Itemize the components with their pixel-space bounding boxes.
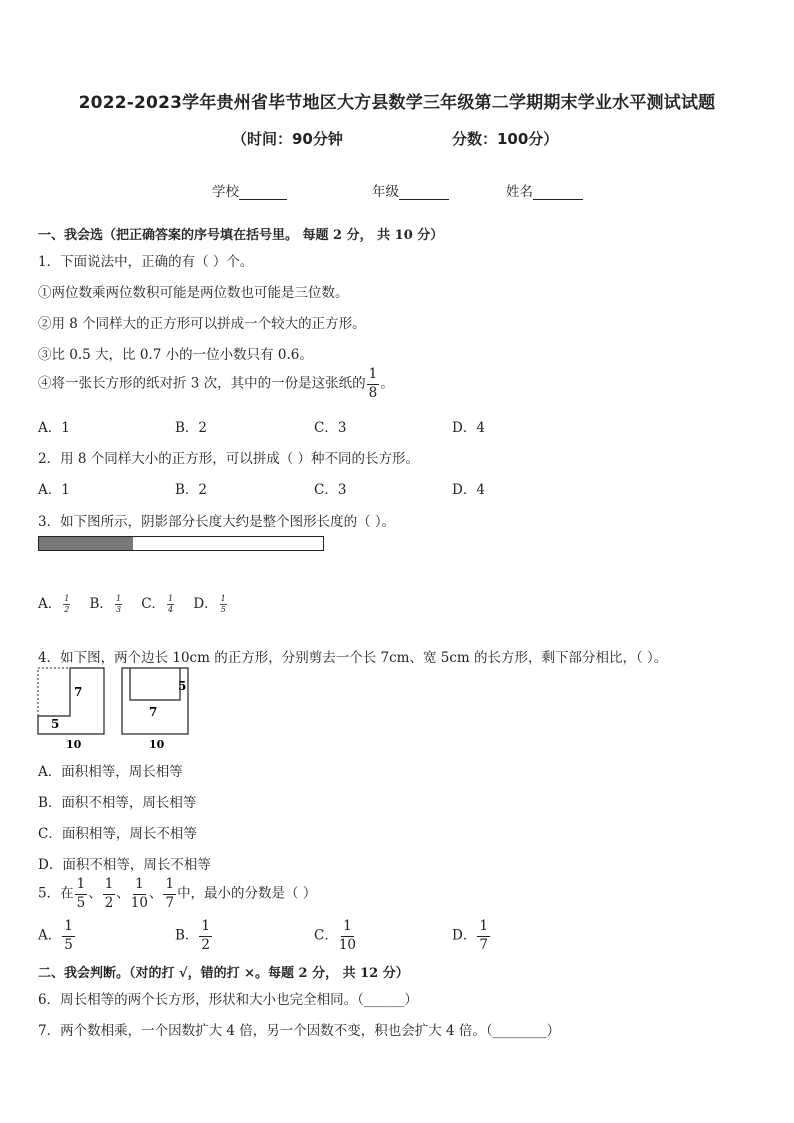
separator: 、 [116, 885, 130, 902]
figure-1-label-width: 5 [51, 717, 60, 731]
fraction-numerator: 1 [115, 594, 122, 603]
fraction-denominator: 10 [130, 894, 148, 911]
q3-options [38, 592, 229, 614]
q4-option-a: A．面积相等，周长相等 [38, 764, 183, 780]
q1-stem: 1．下面说法中，正确的有（ ）个。 [38, 254, 254, 270]
q5-option-a [38, 920, 76, 952]
q3-stem: 3．如下图所示，阴影部分长度大约是整个图形长度的（ ）。 [38, 514, 396, 530]
time-label: （时间：90分钟 [232, 130, 343, 148]
q4-option-b: B．面积不相等，周长相等 [38, 795, 197, 811]
fraction-denominator: 10 [338, 936, 357, 953]
q3-length-bar [38, 536, 324, 551]
option-label: D． [193, 596, 218, 612]
figure-1-label-side: 10 [66, 738, 82, 751]
name-field [506, 180, 583, 200]
figure-1-cut-outline [38, 668, 104, 734]
q3-option-c [141, 596, 176, 612]
figure-2-outer-square [122, 668, 188, 734]
fraction [220, 595, 227, 614]
fraction-numerator: 1 [103, 878, 116, 895]
q1-statement-4 [38, 368, 394, 400]
q4-stem: 4．如下图，两个边长 10cm 的正方形，分别剪去一个长 7cm、宽 5cm 的长方形，剩下部分相比，（ ）。 [38, 650, 668, 666]
grade-field [372, 180, 449, 200]
separator: 、 [88, 885, 102, 902]
fraction [103, 878, 116, 910]
grade-label: 年级 [372, 184, 399, 200]
q5-stem [38, 878, 316, 910]
option-label: A． [38, 596, 62, 612]
q1-statement-1: ①两位数乘两位数积可能是两位数也可能是三位数。 [38, 285, 349, 301]
fraction-denominator: 2 [201, 936, 211, 953]
q1-s4-text: ④将一张长方形的纸对折 3 次，其中的一份是这张纸的 [38, 375, 366, 392]
q1-option-b: B．2 [175, 420, 208, 436]
fraction-numerator: 1 [367, 368, 380, 385]
q3-option-a [38, 596, 72, 612]
fraction-numerator: 1 [163, 878, 176, 895]
option-label: C． [314, 927, 338, 944]
option-label: A． [38, 927, 62, 944]
fraction [131, 878, 148, 910]
fraction-denominator: 5 [76, 894, 86, 911]
fraction-numerator: 1 [75, 878, 88, 895]
fraction [163, 878, 176, 910]
fraction-denominator: 8 [368, 384, 378, 401]
q7-stem: 7．两个数相乘，一个因数扩大 4 倍，另一个因数不变，积也会扩大 4 倍。（________） [38, 1023, 561, 1039]
q1-option-c: C．3 [314, 420, 347, 436]
grade-blank [399, 185, 449, 200]
q5-suffix: 中，最小的分数是（ ） [177, 885, 317, 902]
section-1-heading: 一、我会选（把正确答案的序号填在括号里。 每题 2 分， 共 10 分） [38, 228, 444, 243]
option-label: B． [175, 927, 199, 944]
q5-prefix: 5．在 [38, 885, 74, 902]
figure-2-cut-rectangle [130, 668, 180, 700]
q5-option-b [175, 920, 213, 952]
fraction [167, 595, 174, 614]
school-label: 学校 [212, 184, 239, 200]
fraction-numerator: 1 [64, 594, 70, 603]
separator: 、 [148, 885, 163, 902]
fraction [75, 878, 88, 910]
fraction-numerator: 1 [477, 920, 490, 937]
q5-option-c [314, 920, 357, 952]
figure-1-remaining-shape [38, 668, 104, 734]
q6-stem: 6．周长相等的两个长方形，形状和大小也完全相同。（______） [38, 992, 418, 1008]
q1-option-d: D．4 [452, 420, 485, 436]
name-blank [533, 185, 583, 200]
q1-statement-2: ②用 8 个同样大的正方形可以拼成一个较大的正方形。 [38, 316, 366, 332]
figure-2-label-length: 7 [149, 705, 158, 719]
fraction-denominator: 4 [168, 605, 174, 614]
fraction-denominator: 5 [64, 936, 73, 953]
fraction-numerator: 1 [199, 920, 212, 937]
fraction-numerator: 1 [168, 594, 174, 603]
q3-option-b [90, 596, 125, 612]
fraction-numerator: 1 [341, 920, 354, 937]
option-label: D． [452, 927, 477, 944]
fraction-one-eighth [367, 368, 380, 400]
q1-s4-end: 。 [380, 375, 394, 392]
fraction [62, 920, 75, 952]
figure-2-label-width: 5 [178, 679, 187, 693]
fraction-denominator: 2 [104, 894, 114, 911]
q4-option-c: C．面积相等，周长不相等 [38, 826, 197, 842]
q2-option-d: D．4 [452, 482, 485, 498]
school-blank [239, 185, 287, 200]
figure-2-label-side: 10 [149, 738, 165, 751]
q5-option-d [452, 920, 491, 952]
q2-option-a: A．1 [38, 482, 70, 498]
figure-1-label-length: 7 [74, 685, 83, 699]
q4-figure-2 [122, 668, 188, 751]
section-2-heading: 二、我会判断。（对的打 √，错的打 ×。每题 2 分， 共 12 分） [38, 966, 409, 981]
q1-option-a: A．1 [38, 420, 70, 436]
fraction-denominator: 7 [165, 894, 175, 911]
option-label: B． [89, 596, 113, 612]
q1-statement-3: ③比 0.5 大，比 0.7 小的一位小数只有 0.6。 [38, 347, 313, 363]
score-label: 分数：100分） [452, 130, 559, 148]
fraction [115, 595, 122, 614]
q3-option-d [193, 596, 228, 612]
fraction-denominator: 3 [115, 605, 122, 614]
q4-figure-1 [38, 668, 104, 751]
fraction [199, 920, 212, 952]
fraction [339, 920, 356, 952]
q3-shaded-part [39, 537, 133, 550]
q4-figures [36, 666, 196, 752]
fraction-denominator: 5 [220, 605, 226, 614]
fraction-denominator: 2 [64, 605, 70, 614]
q2-option-b: B．2 [175, 482, 208, 498]
option-label: C． [141, 596, 166, 612]
fraction-denominator: 7 [479, 936, 488, 953]
page-title: 2022-2023学年贵州省毕节地区大方县数学三年级第二学期期末学业水平测试试题 [78, 93, 716, 113]
q2-stem: 2．用 8 个同样大小的正方形，可以拼成（ ）种不同的长方形。 [38, 451, 420, 467]
school-field [212, 180, 287, 200]
fraction-numerator: 1 [220, 594, 226, 603]
q2-option-c: C．3 [314, 482, 347, 498]
fraction-numerator: 1 [133, 878, 146, 895]
fraction [477, 920, 490, 952]
fraction [63, 595, 70, 614]
fraction-numerator: 1 [62, 920, 75, 937]
name-label: 姓名 [506, 184, 533, 200]
q4-option-d: D．面积不相等，周长不相等 [38, 857, 211, 873]
